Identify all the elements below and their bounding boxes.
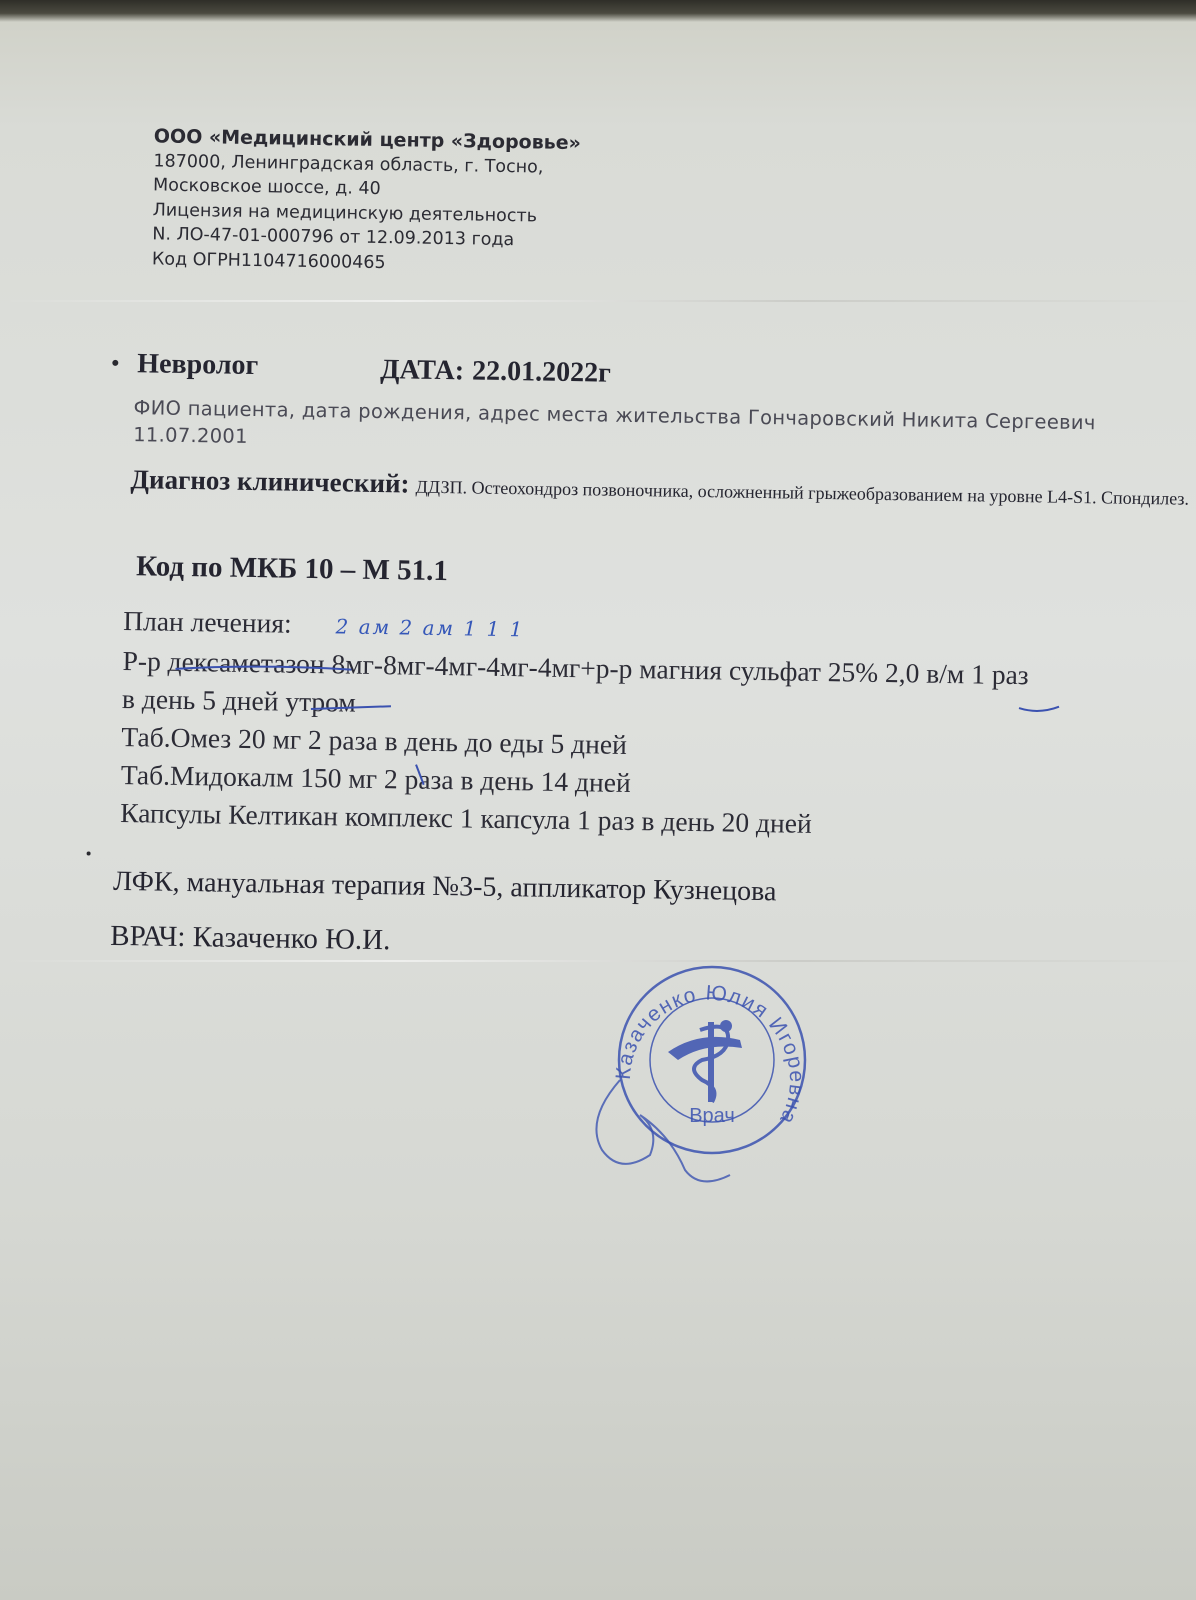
clinic-name: ООО «Медицинский центр «Здоровье» xyxy=(153,125,582,155)
diagnosis-text: ДДЗП. Остеохондроз позвоночника, осложненный грыжеобразованием на уровне L4-S1. Спондилез. xyxy=(415,476,1190,509)
doctor-label: ВРАЧ: xyxy=(110,919,186,954)
specialty: Невролог xyxy=(137,348,259,382)
icd-code: Код по МКБ 10 – М 51.1 xyxy=(135,550,449,588)
date-value: 22.01.2022г xyxy=(471,355,612,389)
clinic-ogrn: Код ОГРН1104716000465 xyxy=(151,248,386,273)
stamp-ring-text: Казаченко Юлия Игоревна xyxy=(611,981,809,1129)
treatment-line: Таб.Мидокалм 150 мг 2 раза в день 14 дней xyxy=(120,758,631,799)
treatment-line: Р-р дексаметазон 8мг-8мг-4мг-4мг-4мг+р-р магния сульфат 25% 2,0 в/м 1 раз xyxy=(122,645,1029,691)
clinic-address-line2: Московское шоссе, д. 40 xyxy=(152,175,381,200)
underline-mark xyxy=(311,705,391,710)
underline-mark xyxy=(1019,706,1059,711)
treatment-line: Капсулы Келтикан комплекс 1 капсула 1 раз в день 20 дней xyxy=(120,796,812,839)
underline-mark xyxy=(176,665,352,671)
clinic-address-line1: 187000, Ленинградская область, г. Тосно, xyxy=(153,150,544,178)
caduceus-icon xyxy=(668,1020,742,1102)
recommendations: ЛФК, мануальная терапия №3-5, аппликатор Кузнецова xyxy=(112,865,777,908)
clinic-license-line2: N. ЛО-47-01-000796 от 12.09.2013 года xyxy=(152,224,515,251)
doctor-signature-line xyxy=(110,920,391,957)
treatment-line: Таб.Омез 20 мг 2 раза в день до еды 5 дней xyxy=(121,721,628,760)
bullet-dot xyxy=(87,851,91,855)
stamp-center-text: Врач xyxy=(689,1105,735,1127)
clinic-license-line1: Лицензия на медицинскую деятельность xyxy=(152,199,538,226)
handwritten-note: 2 ам 2 ам 1 1 1 xyxy=(335,614,525,642)
patient-info: ФИО пациента, дата рождения, адрес места жительства Гончаровский Никита Сергеевич 11.07.2001 xyxy=(133,396,1096,448)
diagnosis-label: Диагноз клинический: xyxy=(130,464,410,499)
doctor-name: Казаченко Ю.И. xyxy=(192,921,391,957)
treatment-label: План лечения: xyxy=(123,605,292,639)
correction-mark xyxy=(416,765,424,785)
treatment-line: в день 5 дней утром xyxy=(121,683,357,718)
date-label: ДАТА: xyxy=(379,354,465,387)
doctor-stamp xyxy=(590,960,820,1200)
